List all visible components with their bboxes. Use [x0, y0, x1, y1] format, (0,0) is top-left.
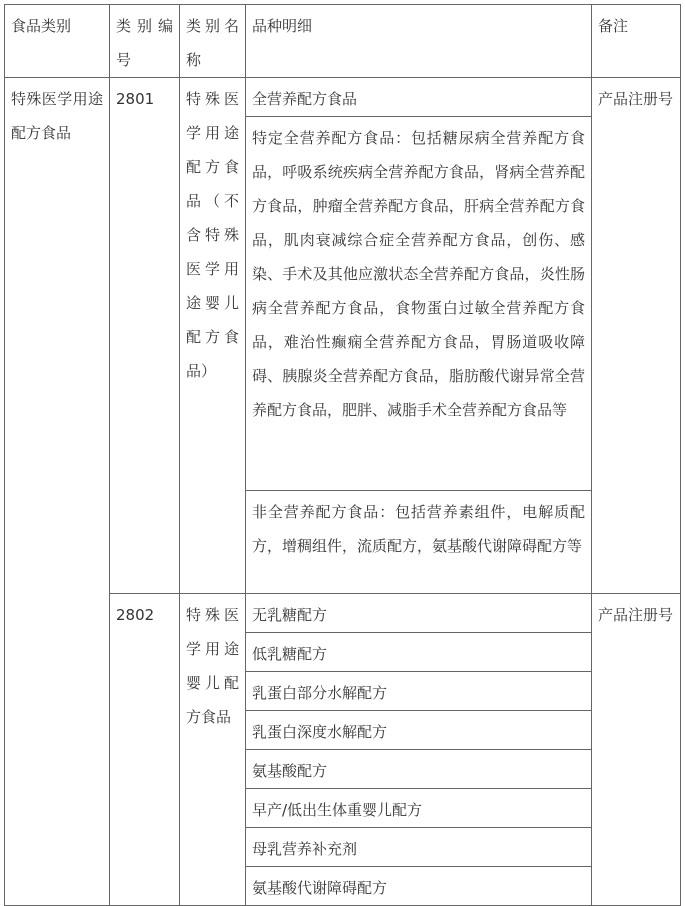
header-category-name: 类别名称: [180, 5, 246, 78]
header-category-code: 类别编号: [110, 5, 180, 78]
variety-detail-cell: 乳蛋白深度水解配方: [246, 711, 592, 750]
header-row: [5, 5, 681, 78]
food-category-cell: 特殊医学用途配方食品: [5, 78, 110, 906]
variety-detail-cell: 乳蛋白部分水解配方: [246, 672, 592, 711]
variety-detail-cell: 低乳糖配方: [246, 633, 592, 672]
remarks-cell: 产品注册号: [592, 594, 681, 906]
category-code-cell: 2801: [110, 78, 180, 594]
table-row: [5, 78, 681, 117]
variety-detail-cell: 无乳糖配方: [246, 594, 592, 633]
variety-detail-cell: 氨基酸配方: [246, 750, 592, 789]
category-name-cell: 特殊医学用途配方食品（不含特殊医学用途婴儿配方食品）: [180, 78, 246, 594]
variety-detail-cell: 非全营养配方食品：包括营养素组件，电解质配方，增稠组件，流质配方，氨基酸代谢障碍配方等: [246, 491, 592, 594]
variety-detail-cell: 早产/低出生体重婴儿配方: [246, 789, 592, 828]
variety-detail-cell: 全营养配方食品: [246, 78, 592, 117]
remarks-cell: 产品注册号: [592, 78, 681, 594]
variety-detail-cell: 氨基酸代谢障碍配方: [246, 867, 592, 906]
header-food-category: 食品类别: [5, 5, 110, 78]
food-category-table: [4, 4, 681, 906]
variety-detail-cell: 母乳营养补充剂: [246, 828, 592, 867]
variety-detail-cell: 特定全营养配方食品：包括糖尿病全营养配方食品，呼吸系统疾病全营养配方食品，肾病全营养配方食品，肿瘤全营养配方食品，肝病全营养配方食品，肌肉衰减综合症全营养配方食品，创伤、感染、手术及其他应激状态全营养配方食品，炎性肠病全营养配方食品，食物蛋白过敏全营养配方食品，难治性癫痫全营养配方食品，胃肠道吸收障碍、胰腺炎全营养配方食品，脂肪酸代谢异常全营养配方食品，肥胖、减脂手术全营养配方食品等: [246, 117, 592, 491]
header-remarks: 备注: [592, 5, 681, 78]
category-name-cell: 特殊医学用途婴儿配方食品: [180, 594, 246, 906]
category-code-cell: 2802: [110, 594, 180, 906]
header-variety-details: 品种明细: [246, 5, 592, 78]
